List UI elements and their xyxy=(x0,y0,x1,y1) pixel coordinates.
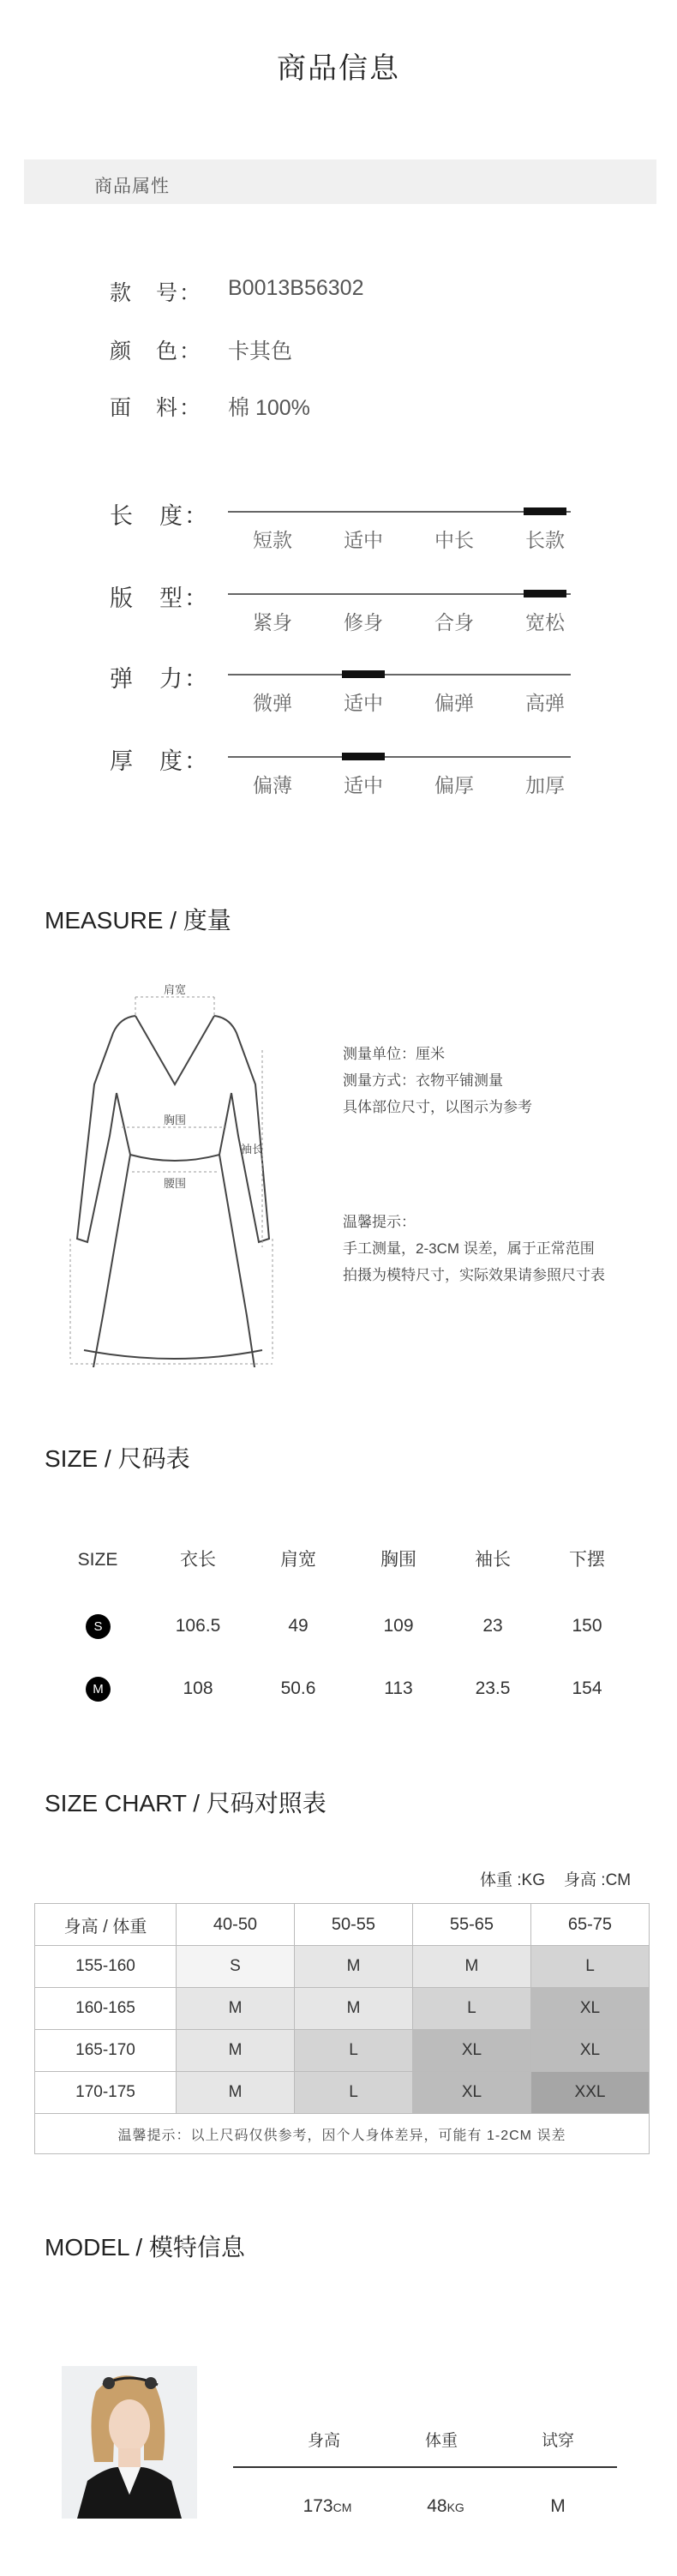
scale-option: 短款 xyxy=(253,529,292,551)
size-value: 49 xyxy=(288,1616,309,1636)
size-value: 154 xyxy=(572,1678,602,1698)
attributes-band-label: 商品属性 xyxy=(94,177,170,196)
size-chart-table xyxy=(34,1903,650,2154)
chart-height-cell: 160-165 xyxy=(35,1988,177,2030)
sleeve-label: 袖长 xyxy=(240,1143,264,1156)
tip-line: 手工测量，2-3CM 误差，属于正常范围 xyxy=(343,1240,595,1257)
model-photo xyxy=(62,2366,197,2519)
size-header-cell: 衣长 xyxy=(180,1550,216,1570)
info-value: 棉 100% xyxy=(228,396,310,420)
size-value: 109 xyxy=(383,1616,414,1636)
scale-key: 版 型： xyxy=(110,585,209,611)
size-table-row xyxy=(45,1609,644,1643)
measure-section-title: MEASURE / 度量 xyxy=(45,907,231,934)
model-value-number: M xyxy=(550,2496,566,2516)
scale-option: 宽松 xyxy=(525,611,565,633)
chart-height-cell: 155-160 xyxy=(35,1946,177,1988)
size-chart-note-row xyxy=(35,2114,650,2154)
model-value xyxy=(276,2496,379,2517)
chart-weight-cell: 55-65 xyxy=(412,1904,530,1946)
scale-line xyxy=(228,674,571,676)
size-table-row xyxy=(45,1672,644,1706)
measure-line: 具体部位尺寸，以图示为参考 xyxy=(343,1099,532,1115)
scale-selected-marker xyxy=(342,670,385,678)
info-key: 款 号： xyxy=(110,281,203,305)
chart-size-cell: M xyxy=(177,2030,295,2072)
scale-key: 厚 度： xyxy=(110,748,209,774)
measure-tips xyxy=(343,1209,605,1288)
size-chart-row xyxy=(35,1946,650,1988)
tip-line: 拍摄为模特尺寸，实际效果请参照尺寸表 xyxy=(343,1267,605,1283)
size-value: 50.6 xyxy=(280,1678,316,1698)
model-portrait-icon xyxy=(62,2366,197,2519)
scale-line xyxy=(228,511,571,513)
scale-option: 偏薄 xyxy=(253,774,292,796)
size-value: 23.5 xyxy=(475,1678,511,1698)
chest-label: 胸围 xyxy=(163,1114,187,1126)
size-header-cell: SIZE xyxy=(77,1550,118,1570)
size-header-cell: 胸围 xyxy=(380,1550,416,1570)
weight-unit: 体重 :KG xyxy=(480,1871,546,1889)
info-value: B0013B56302 xyxy=(228,276,364,300)
size-header-cell: 肩宽 xyxy=(280,1550,316,1570)
measure-line: 测量方式：衣物平铺测量 xyxy=(343,1072,503,1089)
model-value xyxy=(506,2496,609,2517)
scale-key: 弹 力： xyxy=(110,666,209,692)
scale-line xyxy=(228,593,571,595)
size-value: 108 xyxy=(183,1678,213,1698)
page-title: 商品信息 xyxy=(277,52,400,85)
chart-height-cell: 165-170 xyxy=(35,2030,177,2072)
dress-outline-icon xyxy=(69,956,274,1367)
units-label xyxy=(480,1867,631,1890)
chart-size-cell: M xyxy=(412,1946,530,1988)
scale-row xyxy=(110,660,624,712)
chart-size-cell: M xyxy=(177,2072,295,2114)
chart-weight-cell: 40-50 xyxy=(177,1904,295,1946)
scale-option: 中长 xyxy=(434,529,474,551)
scale-option: 长款 xyxy=(525,529,565,551)
size-badge: S xyxy=(86,1614,111,1639)
size-chart-header xyxy=(35,1904,650,1946)
chart-weight-cell: 65-75 xyxy=(530,1904,649,1946)
scale-row xyxy=(110,579,624,631)
chart-size-cell: L xyxy=(294,2030,412,2072)
chart-size-cell: L xyxy=(294,2072,412,2114)
chart-size-cell: XL xyxy=(530,1988,649,2030)
scale-option: 适中 xyxy=(344,774,383,796)
chart-size-cell: M xyxy=(294,1946,412,1988)
size-header-cell: 下摆 xyxy=(569,1550,605,1570)
chart-height-cell: 170-175 xyxy=(35,2072,177,2114)
tip-line: 温馨提示： xyxy=(343,1214,416,1230)
scale-line xyxy=(228,756,571,758)
size-chart-note: 温馨提示：以上尺码仅供参考，因个人身体差异，可能有 1-2CM 误差 xyxy=(35,2114,650,2154)
scale-selected-marker xyxy=(524,507,566,515)
size-value: 113 xyxy=(384,1678,413,1698)
chart-size-cell: XL xyxy=(412,2072,530,2114)
size-table-header xyxy=(45,1543,644,1577)
size-value: 150 xyxy=(572,1616,602,1636)
chart-weight-cell: 50-55 xyxy=(294,1904,412,1946)
size-chart-row xyxy=(35,2072,650,2114)
size-chart-row xyxy=(35,2030,650,2072)
scale-option: 适中 xyxy=(344,692,383,714)
attributes-band xyxy=(24,159,656,204)
height-unit: 身高 :CM xyxy=(564,1871,632,1889)
model-header-cell: 试穿 xyxy=(541,2432,574,2450)
scale-option: 加厚 xyxy=(525,774,565,796)
chart-size-cell: S xyxy=(177,1946,295,1988)
waist-label: 腰围 xyxy=(163,1177,187,1190)
size-chart-section-title: SIZE CHART / 尺码对照表 xyxy=(45,1790,327,1816)
model-value-unit: CM xyxy=(333,2501,352,2514)
chart-size-cell: L xyxy=(530,1946,649,1988)
scale-row xyxy=(110,497,624,549)
size-chart-row xyxy=(35,1988,650,2030)
info-key: 面 料： xyxy=(110,396,203,420)
scale-selected-marker xyxy=(524,590,566,597)
scale-option: 微弹 xyxy=(253,692,292,714)
scale-option: 修身 xyxy=(344,611,383,633)
chart-size-cell: L xyxy=(412,1988,530,2030)
shoulder-label: 肩宽 xyxy=(163,983,187,996)
scale-row xyxy=(110,742,624,794)
size-section-title: SIZE / 尺码表 xyxy=(45,1445,190,1472)
chart-size-cell: XXL xyxy=(530,2072,649,2114)
scale-option: 紧身 xyxy=(253,611,292,633)
chart-size-cell: XL xyxy=(530,2030,649,2072)
measure-line: 测量单位：厘米 xyxy=(343,1046,445,1062)
chart-size-cell: XL xyxy=(412,2030,530,2072)
scale-option: 偏厚 xyxy=(434,774,474,796)
model-value-unit: KG xyxy=(446,2501,464,2514)
measure-notes xyxy=(343,1041,532,1120)
model-section-title: MODEL / 模特信息 xyxy=(45,2234,245,2261)
scale-option: 适中 xyxy=(344,529,383,551)
info-value: 卡其色 xyxy=(228,339,293,363)
model-value-number: 173 xyxy=(303,2496,333,2516)
model-header-cell: 身高 xyxy=(307,2432,340,2450)
size-badge: M xyxy=(86,1677,111,1702)
scale-option: 高弹 xyxy=(525,692,565,714)
chart-corner-cell: 身高 / 体重 xyxy=(35,1904,177,1946)
scale-key: 长 度： xyxy=(110,503,209,529)
chart-size-cell: M xyxy=(294,1988,412,2030)
model-header-cell: 体重 xyxy=(424,2432,458,2450)
model-value-number: 48 xyxy=(427,2496,447,2516)
model-value xyxy=(394,2496,497,2517)
model-divider xyxy=(233,2466,617,2468)
size-value: 106.5 xyxy=(175,1616,221,1636)
info-key: 颜 色： xyxy=(110,339,203,363)
scale-option: 偏弹 xyxy=(434,692,474,714)
scale-selected-marker xyxy=(342,753,385,760)
size-header-cell: 袖长 xyxy=(475,1550,511,1570)
chart-size-cell: M xyxy=(177,1988,295,2030)
size-value: 23 xyxy=(482,1616,503,1636)
scale-option: 合身 xyxy=(434,611,474,633)
dress-diagram xyxy=(69,956,274,1367)
